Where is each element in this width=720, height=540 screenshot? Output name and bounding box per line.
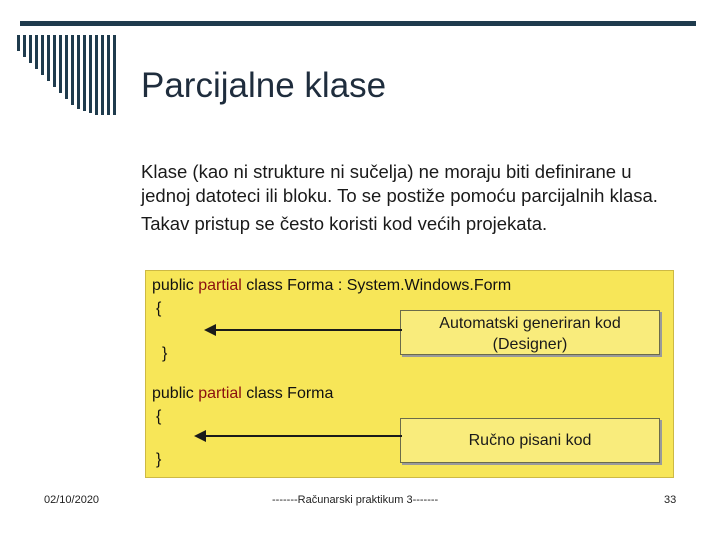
decorative-bar: [35, 35, 38, 69]
code-text: class Forma: [241, 385, 334, 402]
partial-keyword: partial: [198, 385, 242, 402]
decorative-bar: [89, 35, 92, 113]
decorative-bar: [83, 35, 86, 111]
top-rule: [20, 21, 696, 26]
decorative-bar: [77, 35, 80, 109]
slide-body: [141, 160, 681, 236]
code-text: class Forma : System.Windows.Form: [241, 277, 512, 294]
handwritten-code-label: Ručno pisani kod: [468, 432, 592, 449]
arrow-to-handwritten-code: [190, 426, 405, 446]
code-open-brace-1: {: [156, 300, 162, 317]
body-paragraph-1: Klase (kao ni strukture ni sučelja) ne moraju biti definirane u jednoj datoteci ili bloku. To se postiže pomoću parcijalnih klasa.: [141, 161, 658, 206]
code-line-class-declaration-1: [152, 277, 511, 295]
decorative-bar: [101, 35, 104, 115]
decorative-bar: [23, 35, 26, 57]
generated-code-label-line-1: Automatski generiran kod: [439, 315, 621, 332]
generated-code-callout: [400, 310, 660, 355]
decorative-bar: [29, 35, 32, 63]
decorative-bar: [95, 35, 98, 115]
code-open-brace-2: {: [156, 408, 162, 425]
body-paragraph-2: Takav pristup se često koristi kod većih projekata.: [141, 213, 548, 234]
footer-page-number: 33: [664, 494, 677, 506]
footer-date: 02/10/2020: [44, 494, 100, 506]
code-line-class-declaration-2: [152, 385, 333, 403]
generated-code-label-line-2: (Designer): [492, 336, 568, 353]
slide-title: Parcijalne klase: [141, 66, 387, 105]
code-close-brace-1: }: [162, 345, 168, 362]
decorative-bar: [71, 35, 74, 105]
decorative-bar: [59, 35, 62, 93]
arrow-to-generated-code: [200, 320, 405, 340]
partial-keyword: partial: [198, 277, 242, 294]
decorative-bar: [17, 35, 20, 51]
code-text: public: [152, 385, 199, 402]
decorative-bar: [113, 35, 116, 115]
code-text: public: [152, 277, 199, 294]
decorative-bar: [107, 35, 110, 115]
handwritten-code-callout: [400, 418, 660, 463]
decorative-bar: [53, 35, 56, 87]
decorative-bar: [65, 35, 68, 99]
code-close-brace-2: }: [156, 451, 162, 468]
decorative-bar: [41, 35, 44, 75]
footer-course-title: -------Računarski praktikum 3-------: [272, 494, 439, 506]
decorative-bar: [47, 35, 50, 81]
decorative-bars: [17, 35, 117, 115]
